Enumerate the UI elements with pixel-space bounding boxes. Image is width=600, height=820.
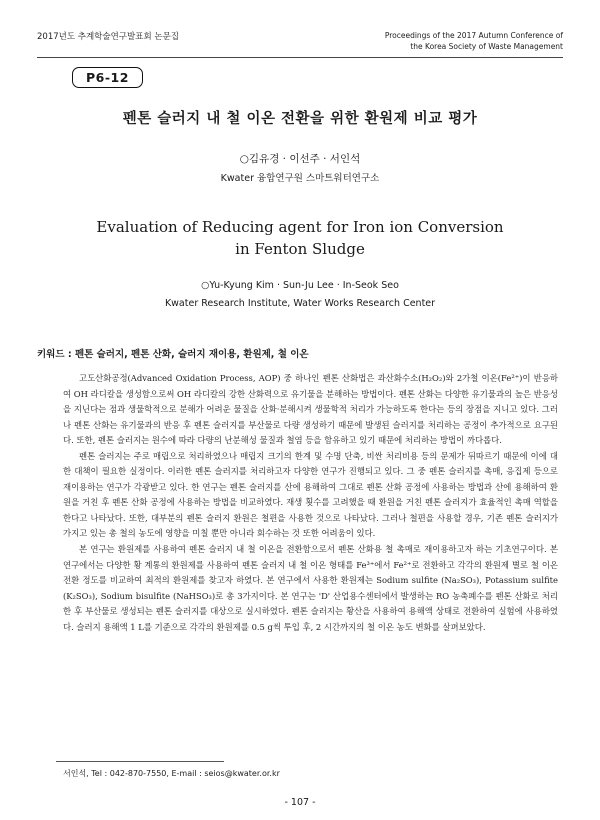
running-header-right-line2: the Korea Society of Waste Management (410, 42, 563, 51)
title-english-line1: Evaluation of Reducing agent for Iron ion Conversion (96, 218, 504, 236)
abstract-body (63, 371, 558, 635)
page-number: - 107 - (284, 797, 316, 808)
running-header-left: 2017년도 추계학술연구발표회 논문집 (37, 32, 179, 42)
authors-korean: ○김유경 · 이선주 · 서인석 (239, 153, 361, 165)
header-divider (37, 57, 563, 58)
footnote-contact: 서인석, Tel : 042-870-7550, E-mail : seios@kwater.or.kr (63, 769, 280, 778)
authors-english: ○Yu-Kyung Kim · Sun-Ju Lee · In-Seok Seo (201, 280, 399, 291)
affiliation-korean: Kwater 융합연구원 스마트워터연구소 (220, 173, 380, 184)
paper-code-badge: P6-12 (72, 67, 143, 88)
abstract-paragraph-3: 본 연구는 환원제를 사용하여 펜톤 슬러지 내 철 이온을 전환함으로서 펜톤 산화용 철 촉매로 재이용하고자 하는 기초연구이다. 본 연구에서는 다양한 황 계통의 환원제를 사용하여 펜톤 슬러지 내 철 이온 형태를 Fe³⁺에서 Fe²⁺로 전환하고 각각의 환원제 별로 철 이온 전환 정도를 비교하여 최적의 환원제를 찾고자 하였다. 본 연구에서 사용한 환원제는 Sodium sulfite (Na₂SO₃), Potassium sulfite (K₂SO₃), Sodium bisulfite (NaHSO₃)로 총 3가지이다. 본 연구는 'D' 산업용수센터에서 발생하는 RO 농축폐수를 펜톤 산화로 처리한 후 부산물로 생성되는 펜톤 슬러지를 대상으로 실시하였다. 펜톤 슬러지는 황산을 사용하여 용해액 상태로 전환하여 실험에 사용하였다. 슬러지 용해액 1 L를 기준으로 각각의 환원제를 0.5 g씩 투입 후, 2 시간까지의 철 이온 농도 변화를 살펴보았다. (63, 544, 558, 632)
title-korean: 펜톤 슬러지 내 철 이온 전환을 위한 환원제 비교 평가 (122, 111, 478, 127)
title-english (0, 216, 600, 260)
abstract-paragraph-2: 펜톤 슬러지는 주로 매립으로 처리하였으나 매립지 크기의 한계 및 수명 단축, 비싼 처리비용 등의 문제가 뒤따르기 때문에 이에 대한 대책이 필요한 실정이다. 이러한 펜톤 슬러지를 처리하고자 다양한 연구가 진행되고 있다. 그 중 펜톤 슬러지를 촉매, 응집제 등으로 재이용하는 연구가 각광받고 있다. 한 연구는 펜톤 슬러지를 산에 용해하여 그대로 펜톤 산화 공정에 사용하는 방법과 산에 용해하여 환원을 거친 후 펜톤 산화 공정에 사용하는 방법을 비교하였다. 재생 횟수를 고려했을 때 환원을 거친 펜톤 슬러지가 효율적인 촉매 역할을 한다고 나타났다. 또한, 대부분의 펜톤 슬러지 환원은 철편을 사용한 것으로 나타났다. 그러나 철편을 사용할 경우, 기존 펜톤 슬러지가 가지고 있는 총 철의 농도에 영향을 미칠 뿐만 아니라 회수하는 것 또한 어려움이 있다. (63, 450, 558, 539)
affiliation-english: Kwater Research Institute, Water Works Research Center (164, 298, 436, 309)
footnote-divider (56, 761, 224, 762)
abstract-paragraph-1: 고도산화공정(Advanced Oxidation Process, AOP) 중 하나인 펜톤 산화법은 과산화수소(H₂O₂)와 2가철 이온(Fe²⁺)이 반응하여 OH 라디칼을 생성함으로써 OH 라디칼의 강한 산화력으로 유기물을 분해하는 방법이다. 펜톤 산화는 다양한 유기물과의 높은 반응성을 지닌다는 점과 생물학적으로 분해가 어려운 물질을 산화·분해시켜 생물학적 처리가 가능하도록 한다는 등의 장점을 지니고 있다. 그러나 펜톤 산화는 유기물과의 반응 후 펜톤 슬러지를 부산물로 다량 생성하기 때문에 발생된 슬러지를 처리하는 공정이 추가적으로 요구된다. 또한, 펜톤 슬러지는 원수에 따라 다량의 난분해성 물질과 철염 등을 함유하고 있기 때문에 처리하는 방법이 까다롭다. (63, 373, 558, 446)
keywords: 키워드 : 펜톤 슬러지, 펜톤 산화, 슬러지 재이용, 환원제, 철 이온 (37, 349, 309, 360)
running-header-right-line1: Proceedings of the 2017 Autumn Conference of (384, 31, 563, 40)
running-header-right (385, 30, 563, 52)
title-english-line2: in Fenton Sludge (235, 240, 365, 258)
